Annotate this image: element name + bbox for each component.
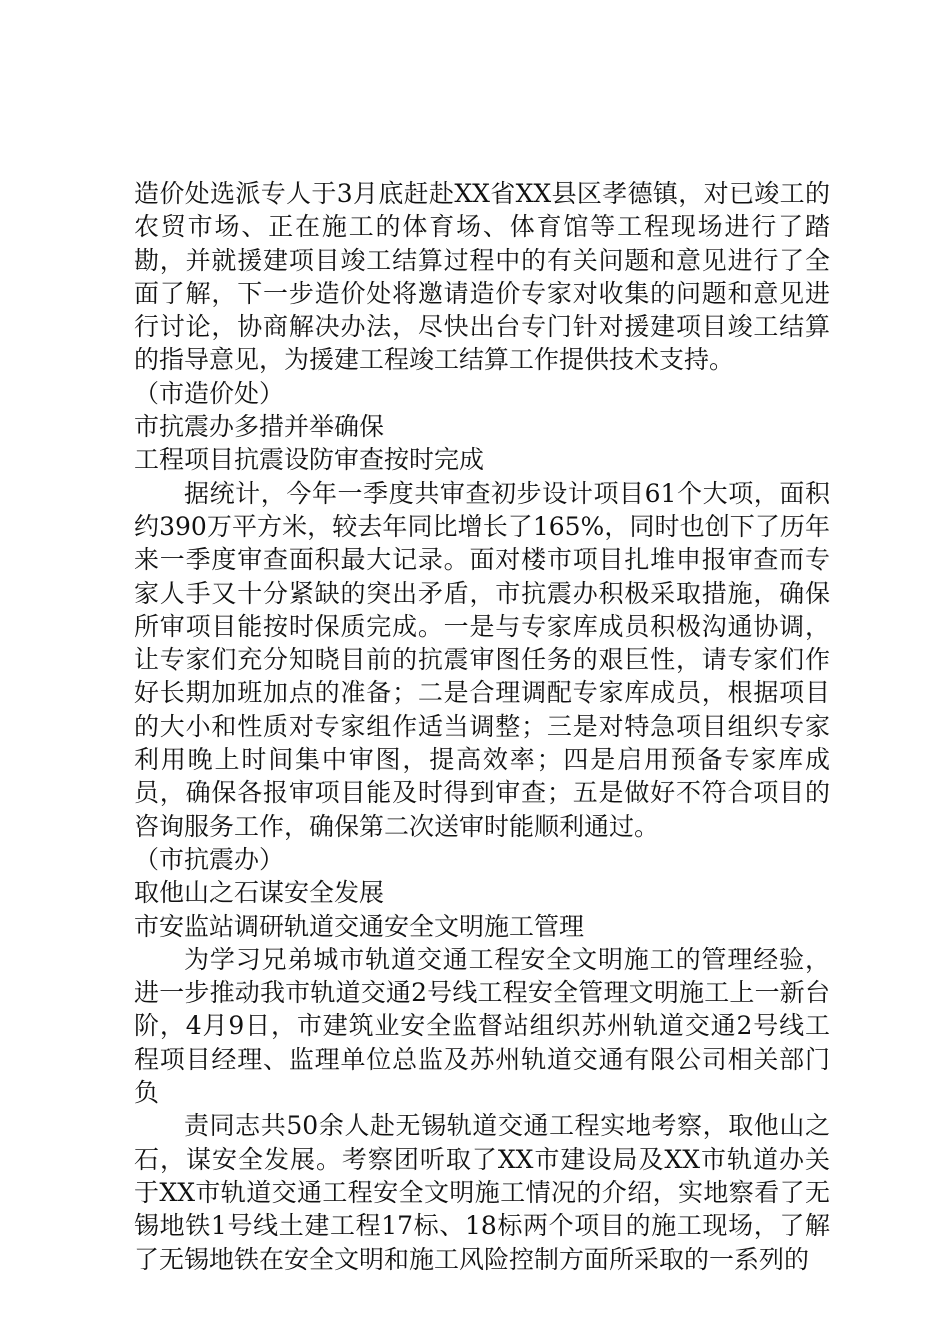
source-note-cost-office: （市造价处）: [134, 378, 285, 408]
paragraph-seismic-review: 据统计，今年一季度共审查初步设计项目61个大项，面积约390万平方米，较去年同比增长了165%，同时也创下了历年来一季度审查面积最大记录。面对楼市项目扎堆申报审查而专家人手又十分紧缺的突出矛盾，市抗震办积极采取措施，确保所审项目能按时保质完成。一是与专家库成员积极沟通协调，让专家们充分知晓目前的抗震审图任务的艰巨性，请专家们作好长期加班加点的准备；二是合理调配专家库成员，根据项目的大小和性质对专家组作适当调整；三是对特急项目组织专家利用晚上时间集中审图，提高效率；四是启用预备专家库成员，确保各报审项目能及时得到审查；五是做好不符合项目的咨询服务工作，确保第二次送审时能顺利通过。: [134, 478, 830, 841]
article-title-line-4: 市安监站调研轨道交通安全文明施工管理: [134, 911, 585, 941]
article-title-line-1: 市抗震办多措并举确保: [134, 412, 385, 442]
document-body: [134, 177, 830, 1276]
source-note-seismic-office: （市抗震办）: [134, 844, 285, 874]
paragraph-rail-safety-visit: 责同志共50余人赴无锡轨道交通工程实地考察，取他山之石，谋安全发展。考察团听取了XX市建设局及XX市轨道办关于XX市轨道交通工程安全文明施工情况的介绍，实地察看了无锡地铁1号线土建工程17标、18标两个项目的施工现场，了解了无锡地铁在安全文明和施工风险控制方面所采取的一系列的: [134, 1111, 830, 1274]
paragraph-cost-office-survey: 造价处选派专人于3月底赶赴XX省XX县区孝德镇，对已竣工的农贸市场、正在施工的体育场、体育馆等工程现场进行了踏勘，并就援建项目竣工结算过程中的有关问题和意见进行了全面了解，下一步造价处将邀请造价专家对收集的问题和意见进行讨论，协商解决办法，尽快出台专门针对援建项目竣工结算的指导意见，为援建工程竣工结算工作提供技术支持。: [134, 179, 830, 375]
article-title-line-3: 取他山之石谋安全发展: [134, 878, 385, 908]
paragraph-rail-safety-intro: 为学习兄弟城市轨道交通工程安全文明施工的管理经验，进一步推动我市轨道交通2号线工程安全管理文明施工上一新台阶，4月9日，市建筑业安全监督站组织苏州轨道交通2号线工程项目经理、监理单位总监及苏州轨道交通有限公司相关部门负: [134, 944, 830, 1108]
article-title-line-2: 工程项目抗震设防审查按时完成: [134, 445, 485, 475]
